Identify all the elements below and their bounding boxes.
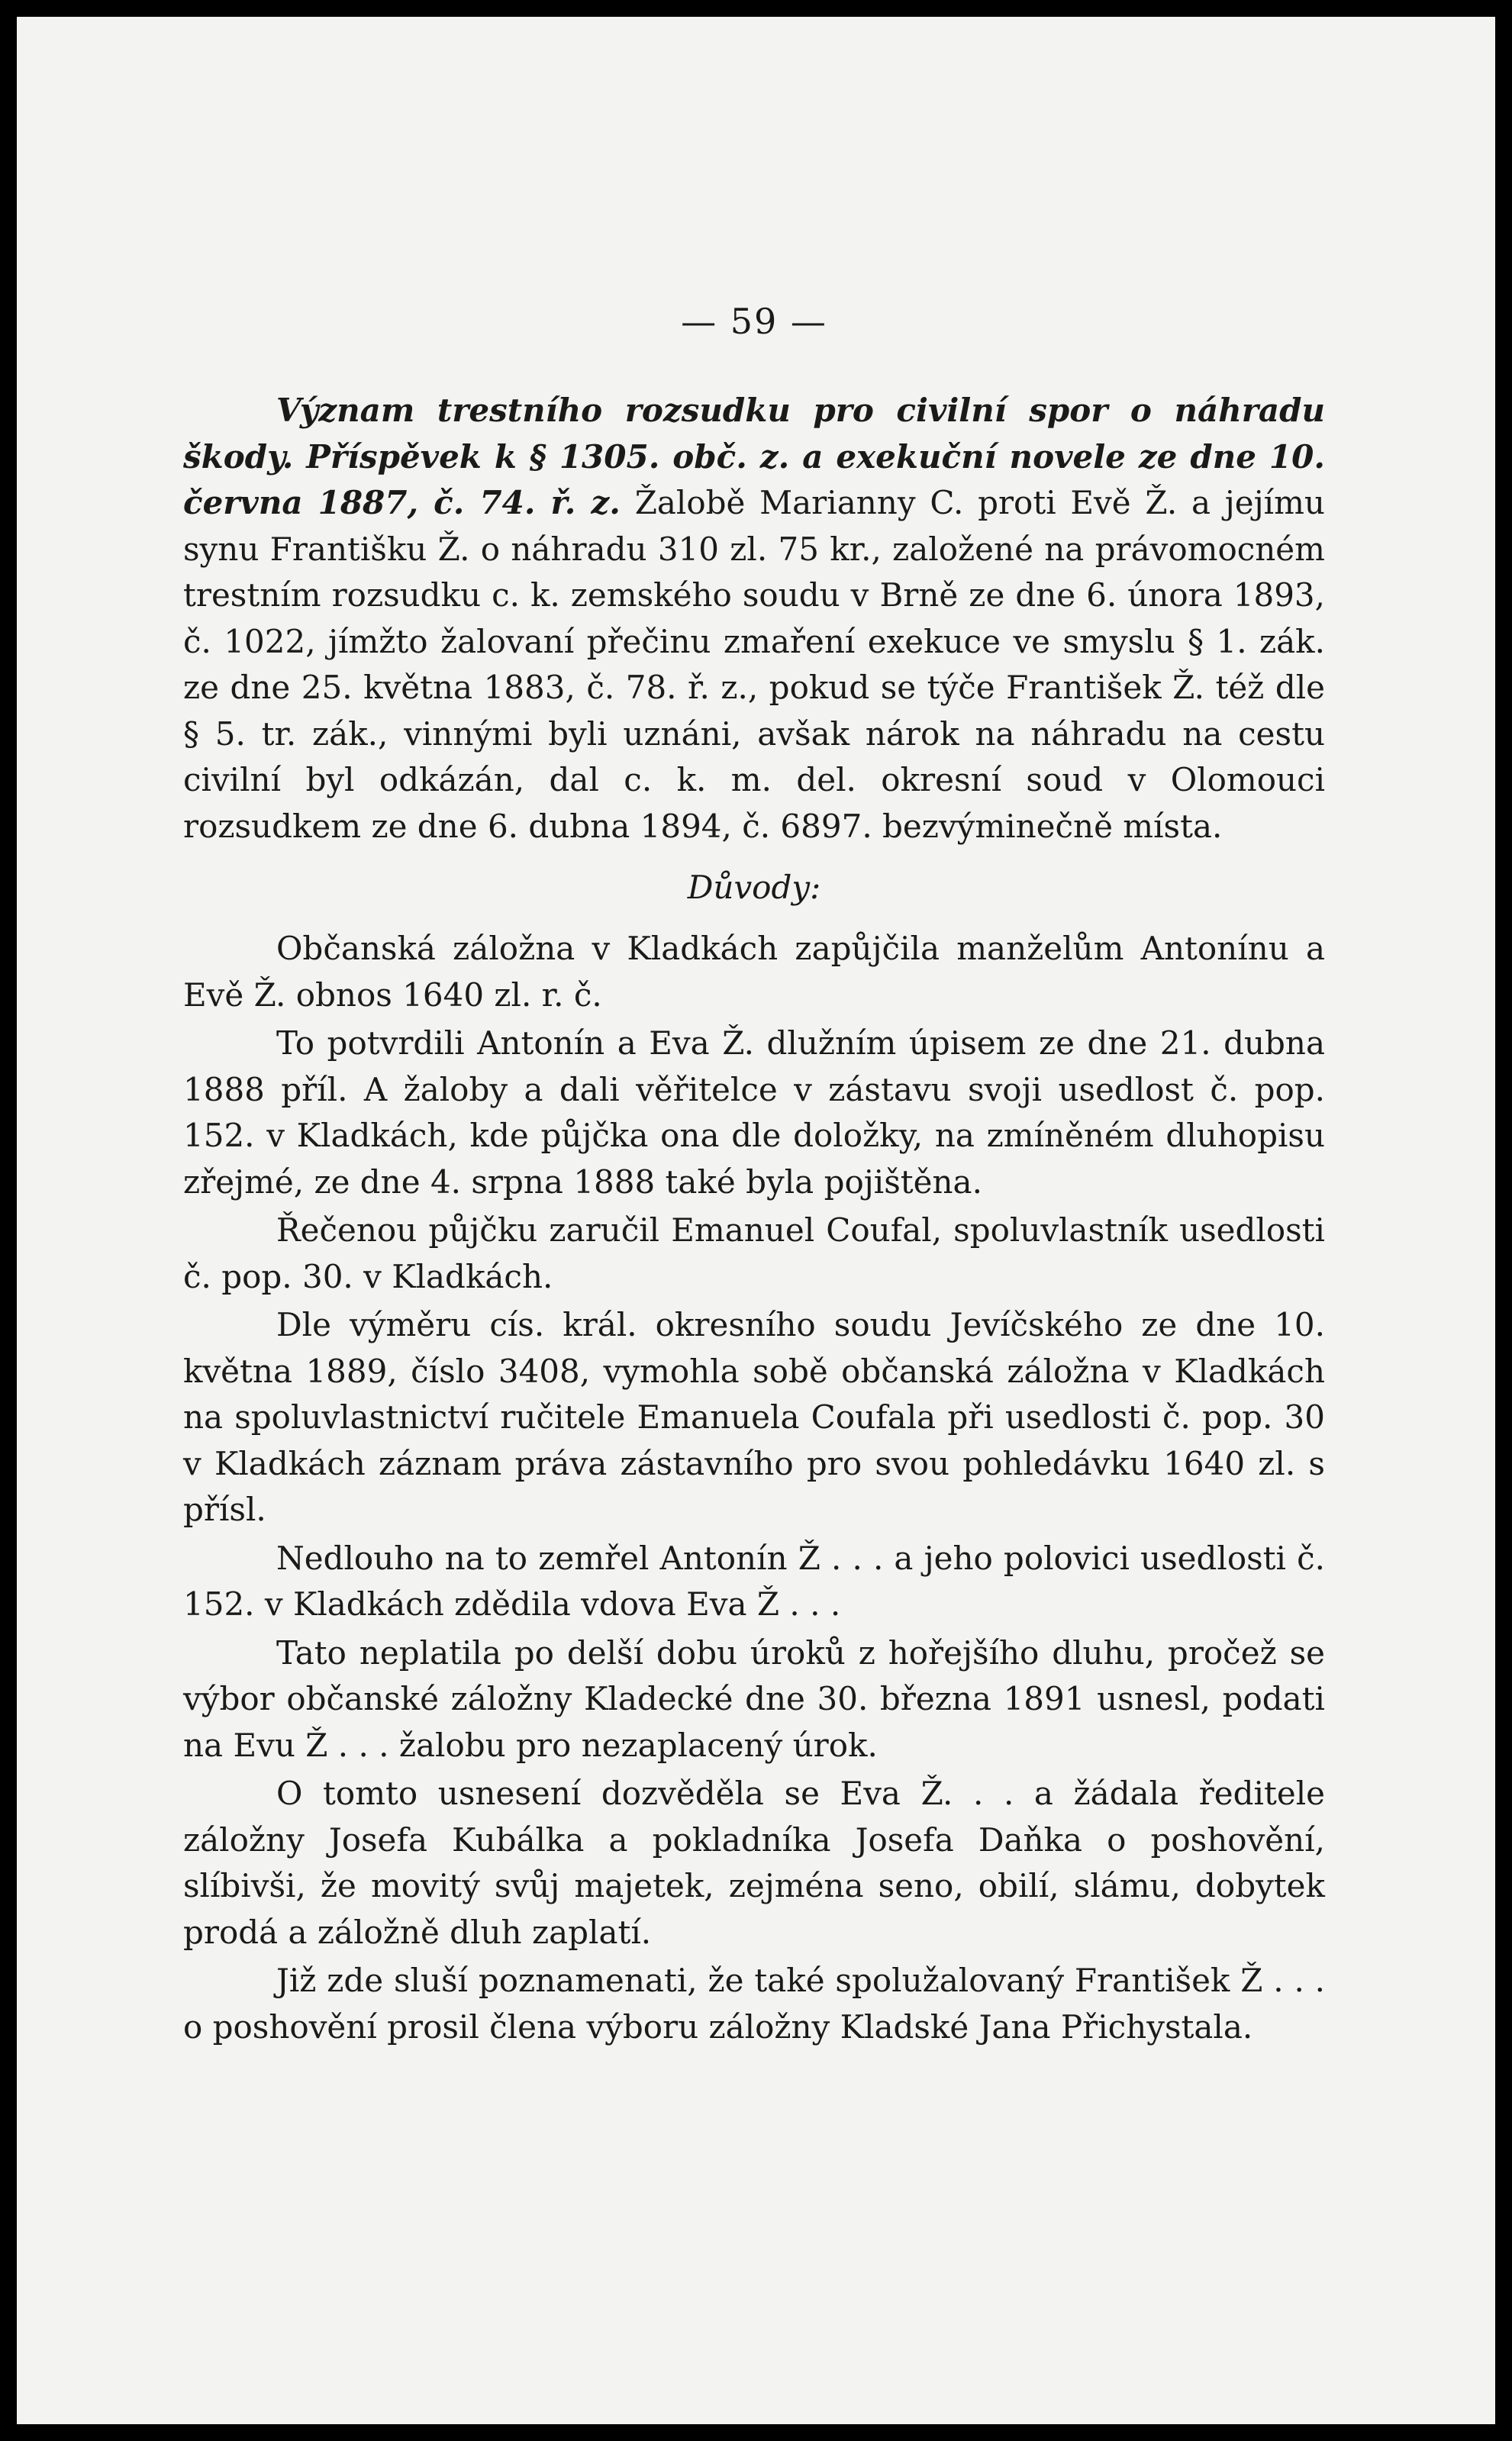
body-paragraph: Dle výměru cís. král. okresního soudu Jevíčského ze dne 10. května 1889, číslo 3408, vymohla sobě občanská záložna v Kladkách na spoluvlastnictví ručitele Emanuela Coufala při usedlosti č. pop. 30 v Kladkách záznam práva zástavního pro svou pohledávku 1640 zl. s přísl. [183,1306,1325,1528]
intro-body: Žalobě Marianny C. proti Evě Ž. a jejímu synu Františku Ž. o náhradu 310 zl. 75 kr., založené na právomocném trestním rozsudku c. k. zemského soudu v Brně ze dne 6. února 1893, č. 1022, jímžto žalovaní přečinu zmaření exekuce ve smyslu § 1. zák. ze dne 25. května 1883, č. 78. ř. z., pokud se týče František Ž. též dle § 5. tr. zák., vinnými byli uznáni, avšak nárok na náhradu na cestu civilní byl odkázán, dal c. k. m. del. okresní soud v Olomouci rozsudkem ze dne 6. dubna 1894, č. 6897. bezvýminečně místa. [183,484,1325,845]
body-paragraph: Nedlouho na to zemřel Antonín Ž . . . a jeho polovici usedlosti č. 152. v Kladkách zdědila vdova Eva Ž . . . [183,1539,1325,1623]
body-paragraph: To potvrdili Antonín a Eva Ž. dlužním úpisem ze dne 21. dubna 1888 příl. A žaloby a dali věřitelce v zástavu svoji usedlost č. pop. 152. v Kladkách, kde půjčka ona dle doložky, na zmíněném dluhopisu zřejmé, ze dne 4. srpna 1888 také byla pojištěna. [183,1024,1325,1201]
body-paragraph: O tomto usnesení dozvěděla se Eva Ž. . . a žádala ředitele záložny Josefa Kubálka a pokladníka Josefa Daňka o poshovění, slíbivši, že movitý svůj majetek, zejména seno, obilí, slámu, dobytek prodá a záložně dluh zaplatí. [183,1775,1325,1951]
body-paragraph: Řečenou půjčku zaručil Emanuel Coufal, spoluvlastník usedlosti č. pop. 30. v Kladkách. [183,1211,1325,1295]
page-number: — 59 — [681,301,827,342]
body-paragraph: Tato neplatila po delší dobu úroků z hořejšího dluhu, pročež se výbor občanské záložny Kladecké dne 30. března 1891 usnesl, podati na Evu Ž . . . žalobu pro nezaplacený úrok. [183,1633,1325,1764]
article-title: Význam trestního rozsudku pro civilní spor o náhradu škody. Příspěvek k § 1305. obč. z. a exekuční novele ze dne 10. června 1887, č. 74. ř. z. [183,392,1325,521]
intro-paragraph [183,388,1325,850]
body-paragraph: Občanská záložna v Kladkách zapůjčila manželům Antonínu a Evě Ž. obnos 1640 zl. r. č. [183,930,1325,1014]
body-paragraph: Již zde sluší poznamenati, že také spolužalovaný František Ž . . . o poshovění prosil člena výboru záložny Kladské Jana Přichystala. [183,1962,1325,2046]
reasons-heading: Důvody: [687,869,821,906]
page-content [183,301,1325,2052]
scanned-page [17,17,1495,2424]
